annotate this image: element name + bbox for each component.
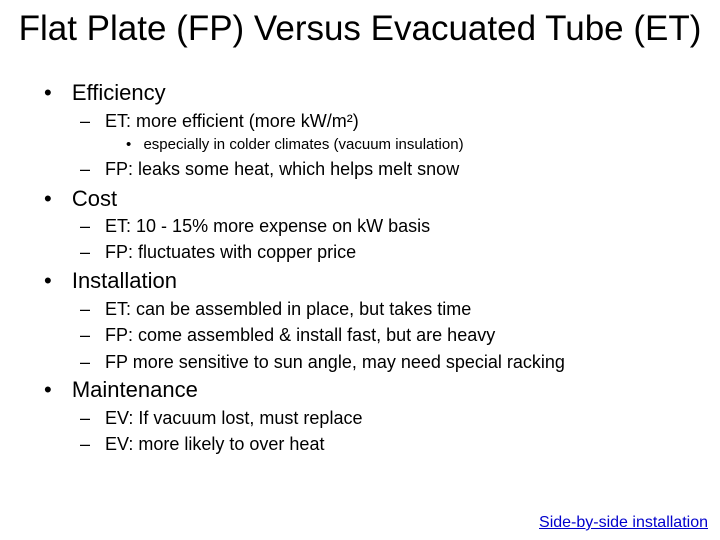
list-item-text: EV: more likely to over heat	[105, 434, 325, 454]
dash-mark: –	[80, 434, 91, 454]
list-item	[80, 298, 471, 320]
list-item-text: ET: more efficient (more kW/m²)	[105, 111, 359, 131]
list-item-text: EV: If vacuum lost, must replace	[105, 408, 363, 428]
list-item-text: FP: leaks some heat, which helps melt snow	[105, 159, 460, 179]
list-item-text: ET: can be assembled in place, but takes time	[105, 299, 472, 319]
bullet-mark: •	[44, 186, 52, 211]
list-item	[80, 241, 356, 263]
section-maintenance	[44, 377, 198, 403]
sub-list-item	[126, 136, 464, 154]
list-item-text: FP more sensitive to sun angle, may need special racking	[105, 352, 565, 372]
dash-mark: –	[80, 159, 91, 179]
section-heading: Cost	[71, 186, 118, 211]
section-heading: Maintenance	[71, 377, 198, 402]
section-cost	[44, 186, 117, 212]
list-item	[80, 110, 359, 132]
bullet-mark: •	[44, 80, 52, 105]
list-item	[80, 433, 324, 455]
dash-mark: –	[80, 299, 91, 319]
slide-title: Flat Plate (FP) Versus Evacuated Tube (ET)	[18, 9, 702, 48]
dash-mark: –	[80, 325, 91, 345]
list-item-text: FP: fluctuates with copper price	[105, 242, 357, 262]
bullet-mark: •	[44, 268, 52, 293]
dash-mark: –	[80, 111, 91, 131]
dash-mark: –	[80, 408, 91, 428]
list-item	[80, 351, 565, 373]
dash-mark: –	[80, 352, 91, 372]
list-item	[80, 158, 459, 180]
side-by-side-installation-link[interactable]: Side-by-side installation	[539, 514, 708, 531]
list-item-text: ET: 10 - 15% more expense on kW basis	[105, 216, 431, 236]
section-efficiency	[44, 80, 166, 106]
list-item	[80, 407, 362, 429]
list-item	[80, 215, 430, 237]
list-item-text: FP: come assembled & install fast, but are heavy	[105, 325, 496, 345]
section-heading: Installation	[71, 268, 178, 293]
section-installation	[44, 268, 177, 294]
dash-mark: –	[80, 216, 91, 236]
list-item	[80, 324, 495, 346]
section-heading: Efficiency	[71, 80, 166, 105]
bullet-mark: •	[44, 377, 52, 402]
bullet-mark: •	[126, 136, 132, 153]
dash-mark: –	[80, 242, 91, 262]
sub-list-item-text: especially in colder climates (vacuum insulation)	[143, 136, 464, 153]
